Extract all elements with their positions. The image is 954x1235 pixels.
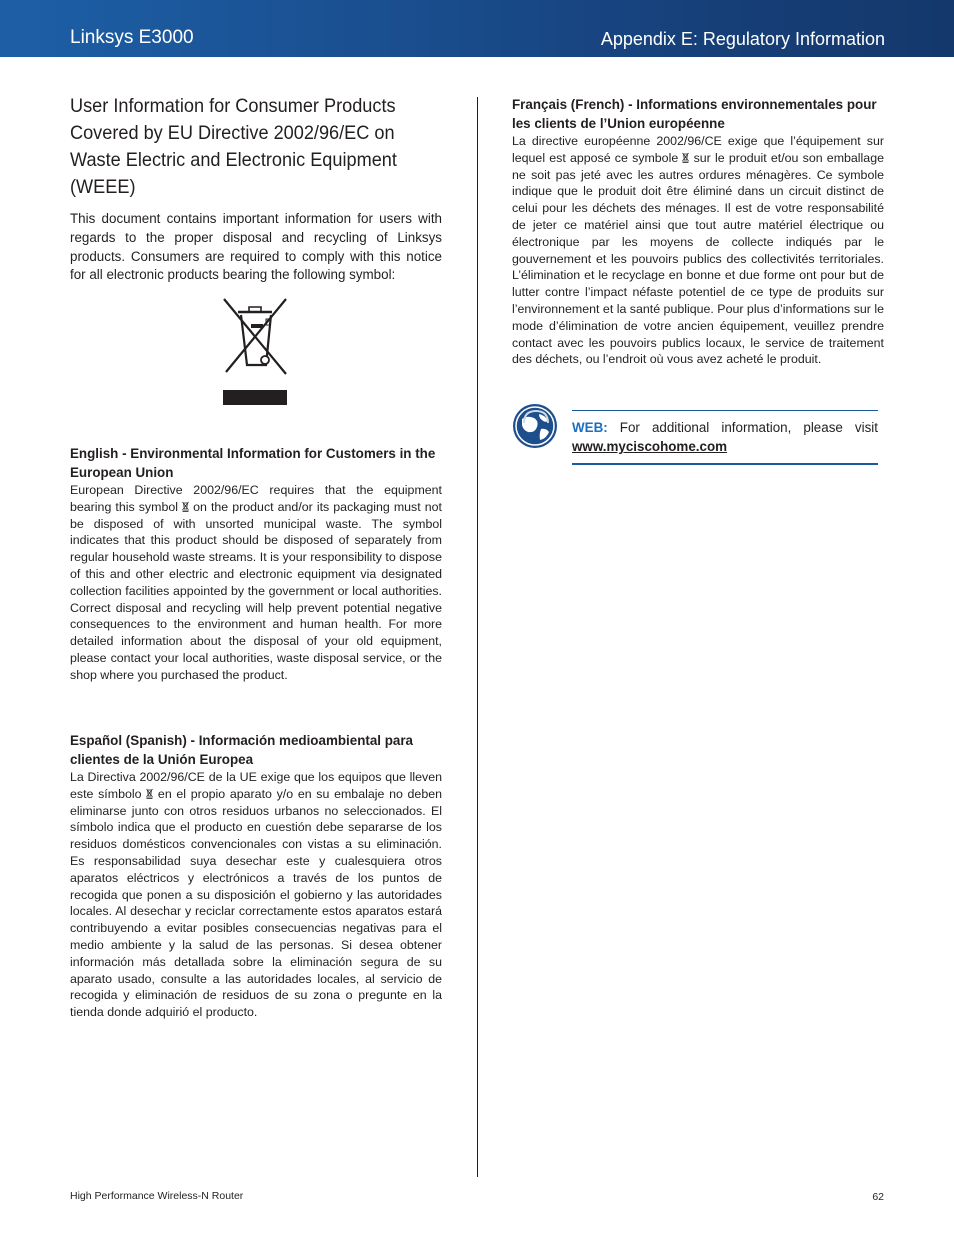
english-body [70, 482, 442, 684]
column-divider [477, 97, 478, 1177]
web-link[interactable]: www.myciscohome.com [572, 439, 728, 454]
web-info-box [512, 403, 878, 465]
header-bar [0, 0, 954, 57]
left-column [70, 93, 442, 285]
footer-product: High Performance Wireless-N Router [70, 1190, 244, 1202]
web-rule-top [572, 410, 878, 411]
mini-crossed-bin-icon [146, 788, 153, 799]
spanish-body-end: en el propio aparato y/o en su embalaje no deben eliminarse junto con otros residuos urbanos no seleccionados. El símbolo indica que el producto en cuestión debe separarse de los residuos domésticos convencionales con vistas a su eliminación. Es responsabilidad suya desechar este y cualesquiera otros aparatos eléctricos y electrónicos a través de los puntos de recogida que ponen a su disposición el gobierno y las autoridades locales. Al desechar y reciclar correctamente estos aparatos estará contribuyendo a evitar posibles consecuencias negativas para el medio ambiente y la salud de las personas. Si desea obtener información más detallada sobre la eliminación segura de su aparato usado, consulte a las autoridades locales, al servicio de recogida y eliminación de residuos de su zona o pregunte en la tienda donde adquirió el producto. [70, 786, 443, 1020]
globe-headset-icon [512, 403, 558, 449]
french-section [512, 95, 884, 368]
page-title: User Information for Consumer Products Covered by EU Directive 2002/96/EC on Waste Electric and Electronic Equipment (WEEE) [70, 95, 397, 198]
french-heading: Français (French) - Informations environnementales pour les clients de l’Union européenne [512, 97, 877, 131]
section-title: Appendix E: Regulatory Information [600, 29, 885, 49]
french-body-start: La directive européenne 2002/96/CE exige que l’équipement sur lequel est apposé ce symbole [512, 134, 884, 165]
web-info-text [572, 418, 878, 456]
web-description: For additional information, please visit [619, 420, 878, 435]
spanish-section [70, 731, 442, 1021]
mini-crossed-bin-icon [182, 501, 189, 512]
web-rule-bottom [572, 463, 878, 465]
french-body [512, 133, 884, 368]
crossed-bin-icon [221, 296, 289, 406]
english-body-end: on the product and/or its packaging must not be disposed of with unsorted municipal waste. The symbol indicates that this product should be disposed of separately from regular household waste streams. It is your responsibility to dispose of this and other electric and electronic equipment via designated collection facilities appointed by the government or local authorities. Correct disposal and recycling will help prevent potential negative consequences to the environment and human health. For more detailed information about the disposal of your old equipment, please contact your local authorities, waste disposal service, or the shop where you purchased the product. [70, 499, 442, 682]
page-number: 62 [872, 1191, 884, 1203]
intro-paragraph: This document contains important information for users with regards to the proper disposal and recycling of Linksys products. Consumers are required to comply with this notice for all electronic products bearing the following symbol: [70, 211, 442, 283]
french-body-end: sur le produit et/ou son emballage ne soit pas jeté avec les autres ordures ménagères. Ce symbole indique que le produit doit être éliminé dans un circuit distinct de celui pour les déchets des ménages. Il est de votre responsabilité de jeter ce matériel ainsi que tout autre matériel électrique ou électronique par les moyens de collecte indiqués par le gouvernement et les pouvoirs publics des collectivités territoriales. L’élimination et le recyclage en bonne et due forme ont pour but de lutter contre l’impact néfaste potentiel de ce type de produits sur l’environnement et la santé publique. Pour plus d’informations sur le mode d’élimination de votre ancien équipement, veuillez prendre contact avec les pouvoirs publics locaux, le service de traitement des déchets, ou l’endroit où vous avez acheté le produit. [512, 150, 884, 367]
mini-crossed-bin-icon [682, 152, 689, 163]
spanish-body [70, 769, 442, 1021]
spanish-heading: Español (Spanish) - Información medioambiental para clientes de la Unión Europea [70, 733, 414, 767]
english-section [70, 444, 442, 684]
spanish-body-start: La Directiva 2002/96/CE de la UE exige que los equipos que lleven este símbolo [70, 770, 442, 801]
english-heading: English - Environmental Information for Customers in the European Union [70, 446, 436, 480]
product-name: Linksys E3000 [70, 27, 194, 48]
english-body-start: European Directive 2002/96/EC requires that the equipment bearing this symbol [70, 483, 442, 514]
web-label: WEB: [572, 420, 608, 435]
